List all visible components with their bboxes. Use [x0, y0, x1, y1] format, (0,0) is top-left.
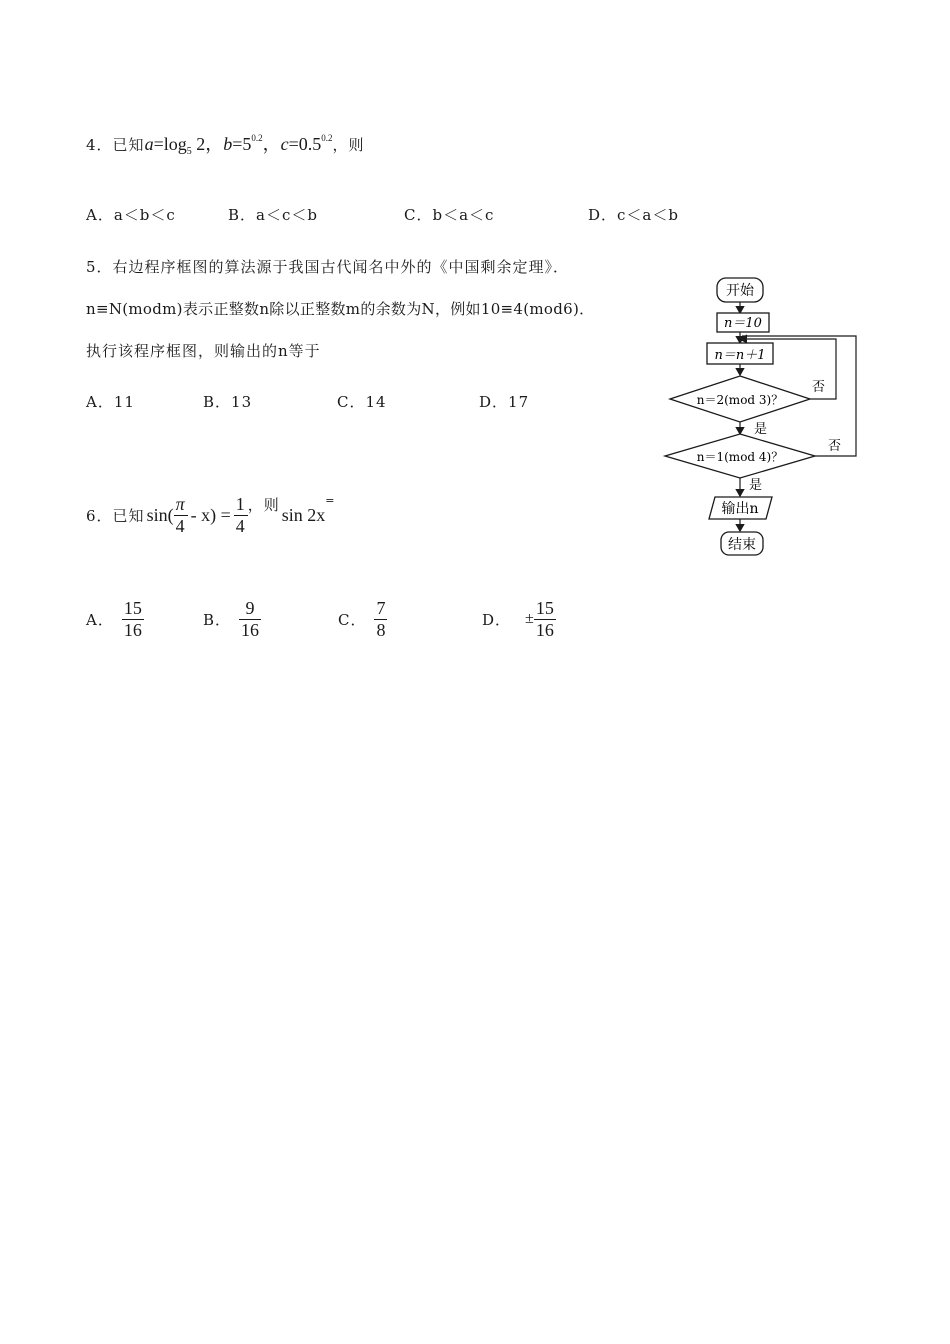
- q5-option-a[interactable]: A．11: [86, 393, 135, 411]
- q6-option-a-label: A．: [86, 610, 114, 629]
- q6-tail: ，则: [247, 496, 280, 514]
- q5-line1: 5．右边程序框图的算法源于我国古代闻名中外的《中国剩余定理》．: [86, 258, 570, 276]
- flow-yes1-label: 是: [754, 422, 768, 437]
- q6-number: 6．: [86, 506, 113, 525]
- flow-end-label: 结束: [728, 537, 756, 553]
- q4-option-d[interactable]: D．c＜a＜b: [588, 206, 679, 224]
- q6-option-c[interactable]: [338, 598, 387, 640]
- q6-lead: 已知: [112, 506, 145, 525]
- q6-option-b[interactable]: [203, 598, 261, 640]
- q6-rhs-fraction: $\frac{1}{4}$: [235, 494, 246, 536]
- q4-option-b[interactable]: B．a＜c＜b: [228, 206, 318, 224]
- q4-lead: 已知: [112, 136, 145, 154]
- flow-no2-label: 否: [828, 439, 842, 454]
- q6-option-c-fraction: $\frac{7}{8}$: [376, 598, 386, 640]
- q6-option-a-fraction: $\frac{15}{16}$: [123, 598, 142, 640]
- q6-option-a[interactable]: [86, 598, 144, 640]
- flow-no1-label: 否: [812, 380, 826, 395]
- q6-minus-x: - x) =: [190, 504, 231, 525]
- flow-cond2-label: n＝1(mod 4)？: [696, 450, 784, 464]
- flow-output-label: 输出n: [721, 501, 759, 517]
- q4-stem: [86, 130, 365, 156]
- flow-cond1-label: n＝2(mod 3)？: [696, 393, 784, 407]
- q6-option-d-sign: ±: [525, 610, 534, 627]
- flow-init-label: n＝10: [724, 316, 762, 331]
- flow-yes2-label: 是: [749, 478, 763, 493]
- q6-option-b-label: B．: [203, 610, 232, 629]
- q6-option-d-label: D．: [482, 610, 512, 629]
- q4-tail: ，则: [332, 136, 365, 154]
- q5-line2: n≡N(modm)表示正整数n除以正整数m的余数为N，例如10≡4(mod6)．: [86, 300, 595, 318]
- q6-pi-fraction: $\frac{\pi}{4}$: [175, 494, 186, 536]
- q6-eq: =: [325, 494, 336, 507]
- q4-option-a[interactable]: A．a＜b＜c: [86, 206, 176, 224]
- q6-target: sin 2x: [281, 504, 326, 525]
- q6-option-c-label: C．: [338, 610, 367, 629]
- q6-sin-open: sin(: [146, 504, 174, 525]
- q6-option-b-fraction: $\frac{9}{16}$: [241, 598, 260, 640]
- q4-expression: $a=\log_5$ 2，$b=5^{0.2}$，$c=0.5^{0.2}$: [144, 133, 333, 157]
- q5-line3: 执行该程序框图，则输出的n等于: [86, 342, 321, 360]
- q6-stem: [86, 494, 335, 536]
- flow-increment-label: n＝n＋1: [714, 348, 766, 363]
- q5-option-d[interactable]: D．17: [479, 393, 530, 411]
- q5-option-c[interactable]: C．14: [337, 393, 387, 411]
- flowchart: [660, 270, 870, 565]
- q5-option-b[interactable]: B．13: [203, 393, 253, 411]
- q6-option-d-fraction: $\frac{15}{16}$: [535, 598, 554, 640]
- q4-option-c[interactable]: C．b＜a＜c: [404, 206, 495, 224]
- q6-option-d[interactable]: [482, 598, 556, 640]
- flow-start-label: 开始: [726, 283, 754, 299]
- q4-number: 4．: [86, 136, 113, 154]
